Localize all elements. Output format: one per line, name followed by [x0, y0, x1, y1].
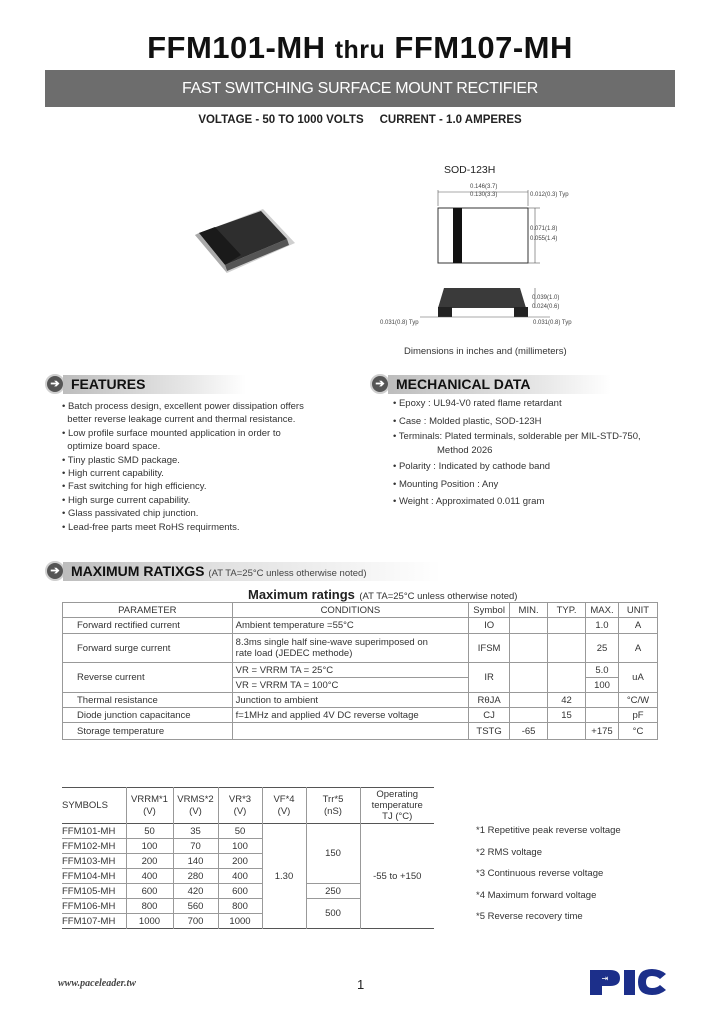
features-list — [62, 400, 304, 534]
list-item: *4 Maximum forward voltage — [476, 889, 597, 901]
list-item: • Case : Molded plastic, SOD-123H — [393, 415, 542, 427]
list-item: *2 RMS voltage — [476, 846, 543, 858]
list-item: • Batch process design, excellent power dissipation offers — [62, 401, 304, 412]
table-row: FFM107-MH 1000 700 1000 — [62, 914, 434, 929]
list-item: • High current capability. — [62, 468, 164, 480]
page-title — [0, 30, 720, 66]
list-item: • Low profile surface mounted application in order to — [62, 427, 281, 439]
list-item: optimize board space. — [67, 441, 161, 453]
package-caption: Dimensions in inches and (millimeters) — [404, 346, 567, 357]
table-row: FFM106-MH 800 560 800 500 — [62, 899, 434, 914]
list-item: • Lead-free parts meet RoHS requirments. — [62, 521, 240, 533]
list-item: • Fast switching for high efficiency. — [62, 481, 207, 493]
table-header-row: PARAMETER CONDITIONS Symbol MIN. TYP. MAX. UNIT — [63, 603, 658, 618]
dim-length-min: 0.130(3.3) — [470, 192, 498, 198]
ratings-header — [45, 561, 445, 581]
dim-lead-right: 0.031(0.8) Typ — [533, 320, 572, 326]
company-logo — [588, 966, 668, 998]
list-item: Method 2026 — [437, 445, 493, 457]
table-row: FFM102-MH 100 70 100 — [62, 839, 434, 854]
table-row: Forward rectified current Ambient temperature =55°C IO 1.0 A — [63, 618, 658, 634]
table-header-row: SYMBOLS VRRM*1 (V) VRMS*2 (V) VR*3 (V) VF*4 (V) Trr*5 (nS) Operating temperature TJ (°C) — [62, 788, 434, 824]
arrow-icon: ➔ — [370, 374, 390, 394]
mechanical-header — [370, 374, 610, 394]
dim-band: 0.012(0.3) Typ — [530, 192, 569, 198]
features-title: FEATURES — [63, 375, 246, 394]
table-row: Reverse current VR = VRRM TA = 25°C IR 5.0 uA — [63, 663, 658, 678]
spec-line — [0, 114, 720, 126]
list-item: • Weight : Approximated 0.011 gram — [393, 496, 545, 508]
table-row: Diode junction capacitance f=1MHz and applied 4V DC reverse voltage CJ 15 pF — [63, 708, 658, 723]
features-header — [45, 374, 245, 394]
list-item: • Terminals: Plated terminals, solderable per MIL-STD-750, — [393, 431, 641, 443]
list-item: *5 Reverse recovery time — [476, 911, 583, 922]
list-item: *3 Continuous reverse voltage — [476, 868, 604, 879]
list-item: • Epoxy : UL94-V0 rated flame retardant — [393, 398, 562, 409]
table-row: Thermal resistance Junction to ambient RθJA 42 °C/W — [63, 693, 658, 708]
list-item: • Polarity : Indicated by cathode band — [393, 461, 551, 473]
list-item: • Tiny plastic SMD package. — [62, 454, 180, 466]
dim-width-min: 0.055(1.4) — [530, 236, 558, 242]
table-row: FFM103-MH 200 140 200 — [62, 854, 434, 869]
list-item: • High surge current capability. — [62, 494, 191, 506]
table-row: Storage temperature TSTG -65 +175 °C — [63, 723, 658, 740]
ratings-table — [62, 602, 658, 740]
list-item: *1 Repetitive peak reverse voltage — [476, 825, 621, 836]
symbols-table — [62, 787, 434, 929]
title-banner: FAST SWITCHING SURFACE MOUNT RECTIFIER — [45, 70, 675, 107]
table-row: FFM104-MH 400 280 400 — [62, 869, 434, 884]
svg-text:⇥: ⇥ — [601, 974, 609, 983]
arrow-icon: ➔ — [45, 374, 65, 394]
title-end: FFM107-MH — [394, 30, 573, 65]
title-thru: thru — [334, 36, 386, 64]
table-row: Forward surge current 8.3ms single half sine-wave superimposed on rate load (JEDEC methode) IFSM 25 A — [63, 634, 658, 663]
package-dimension-drawing — [380, 180, 610, 340]
package-photo — [185, 205, 300, 280]
arrow-icon: ➔ — [45, 561, 65, 581]
table-row: VR = VRRM TA = 100°C 100 — [63, 678, 658, 693]
mechanical-title: MECHANICAL DATA — [388, 375, 611, 394]
table-row: FFM101-MH 50 35 50 1.30 150 -55 to +150 — [62, 824, 434, 839]
list-item: • Glass passivated chip junction. — [62, 508, 199, 520]
page-number: 1 — [357, 977, 365, 992]
ratings-note: (AT TA=25°C unless otherwise noted) — [208, 568, 367, 579]
footer-url[interactable]: www.paceleader.tw — [58, 978, 136, 989]
dim-length-max: 0.146(3.7) — [470, 184, 498, 190]
package-name: SOD-123H — [444, 164, 496, 176]
current-rating: CURRENT - 1.0 AMPERES — [379, 114, 522, 126]
ratings-title: MAXIMUM RATIXGS — [71, 563, 205, 579]
list-item: • Mounting Position : Any — [393, 478, 499, 490]
table-row: FFM105-MH 600 420 600 250 — [62, 884, 434, 899]
list-item: better reverse leakage current and thermal resistance. — [67, 414, 296, 426]
dim-lead-left: 0.031(0.8) Typ — [380, 320, 419, 326]
dim-height-max: 0.039(1.0) — [532, 295, 560, 301]
dim-width-max: 0.071(1.8) — [530, 226, 558, 232]
footnotes — [476, 820, 621, 928]
voltage-range: VOLTAGE - 50 TO 1000 VOLTS — [198, 114, 364, 126]
dim-height-min: 0.024(0.6) — [532, 304, 560, 310]
mechanical-list — [393, 395, 641, 511]
table-title: Maximum ratings (AT TA=25°C unless otherwise noted) — [248, 587, 518, 602]
title-start: FFM101-MH — [147, 30, 326, 65]
